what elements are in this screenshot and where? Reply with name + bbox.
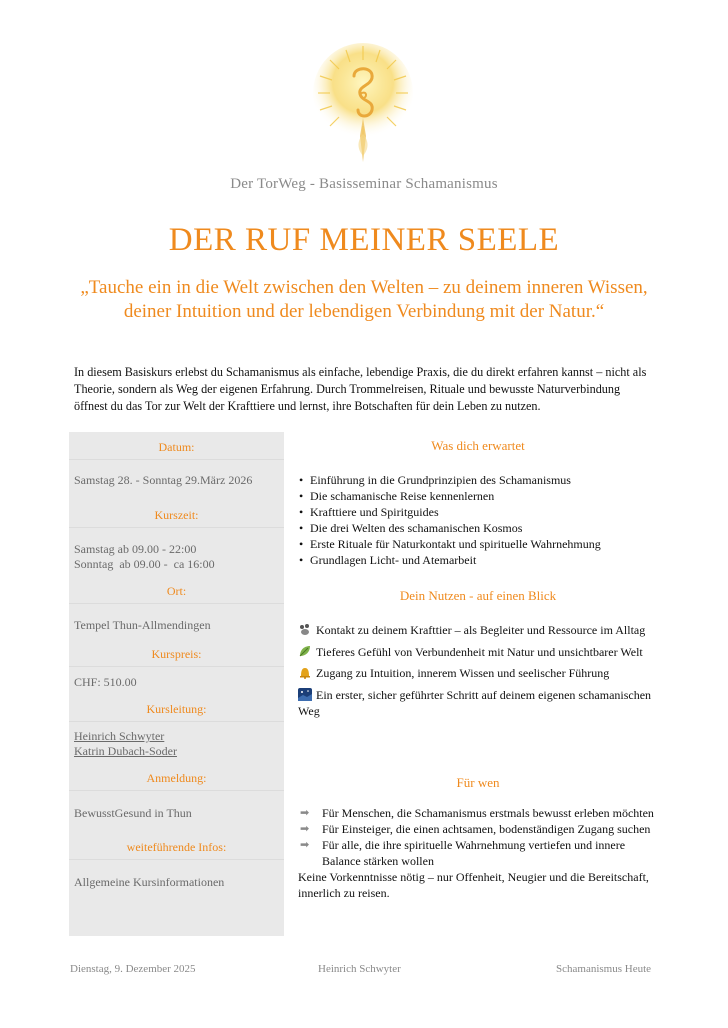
leaf-icon	[298, 645, 312, 658]
arrow-right-icon: ➡	[300, 822, 310, 835]
benefits-list	[298, 622, 658, 725]
divider	[69, 666, 284, 667]
footer-author: Heinrich Schwyter	[318, 963, 401, 975]
bullet-icon: •	[299, 505, 304, 519]
kurspreis-value: CHF: 510.00	[74, 675, 137, 689]
leader-link-katrin[interactable]: Katrin Dubach-Soder	[74, 744, 177, 758]
kursleitung-value	[74, 729, 282, 759]
kurszeit-line-2: Sonntag ab 09.00 - ca 16:00	[74, 557, 215, 571]
benefits-heading: Dein Nutzen - auf einen Blick	[399, 588, 557, 603]
anmeldung-value[interactable]: BewusstGesund in Thun	[74, 806, 192, 820]
list-item: • Grundlagen Licht- und Atemarbeit	[299, 553, 477, 567]
divider	[69, 603, 284, 604]
benefit-item: Tieferes Gefühl von Verbundenheit mit Natur und unsichtbarer Welt	[298, 644, 658, 661]
expect-heading: Was dich erwartet	[431, 438, 525, 453]
night-sky-icon	[298, 688, 312, 701]
list-item: • Die drei Welten des schamanischen Kosmos	[299, 521, 523, 535]
bullet-icon: •	[299, 473, 304, 487]
benefit-item: Kontakt zu deinem Krafttier – als Begleiter und Ressource im Alltag	[298, 622, 658, 639]
kurszeit-label: Kurszeit:	[154, 508, 199, 522]
datum-value: Samstag 28. - Sonntag 29.März 2026	[74, 473, 253, 487]
divider	[69, 721, 284, 722]
infos-label: weiteführende Infos:	[126, 840, 227, 854]
audience-note: Keine Vorkenntnisse nötig – nur Offenheit, Neugier und die Bereitschaft, innerlich zu reisen.	[298, 870, 649, 900]
ort-label: Ort:	[166, 584, 187, 598]
footer-site: Schamanismus Heute	[556, 963, 652, 975]
page-title: DER RUF MEINER SEELE	[168, 222, 560, 258]
expect-list-wrap	[298, 472, 658, 568]
anmeldung-label: Anmeldung:	[146, 771, 207, 785]
list-item: • Krafttiere und Spiritguides	[299, 505, 439, 519]
bullet-icon: •	[299, 537, 304, 551]
info-sidebar	[69, 432, 284, 936]
list-item: • Die schamanische Reise kennenlernen	[299, 489, 495, 503]
ort-value: Tempel Thun-Allmendingen	[74, 618, 211, 632]
benefit-item: Zugang zu Intuition, innerem Wissen und seelischer Führung	[298, 665, 658, 682]
datum-label: Datum:	[158, 440, 195, 454]
arrow-right-icon: ➡	[300, 806, 310, 819]
list-item: • Einführung in die Grundprinzipien des Schamanismus	[299, 473, 571, 487]
list-item: ➡ Für Menschen, die Schamanismus erstmals bewusst erleben möchten	[300, 806, 654, 820]
audience-wrap	[298, 805, 658, 901]
footer-date: Dienstag, 9. Dezember 2025	[70, 963, 196, 975]
kurszeit-line-1: Samstag ab 09.00 - 22:00	[74, 542, 197, 556]
leader-link-heinrich[interactable]: Heinrich Schwyter	[74, 729, 165, 743]
benefit-item: Ein erster, sicher geführter Schritt auf deinem eigenen schamanischen Weg	[298, 687, 652, 718]
subtitle: Der TorWeg - Basisseminar Schamanismus	[230, 176, 498, 192]
divider	[69, 859, 284, 860]
bullet-icon: •	[299, 521, 304, 535]
divider	[69, 790, 284, 791]
arrow-right-icon: ➡	[300, 838, 310, 851]
list-item: • Erste Rituale für Naturkontakt und spirituelle Wahrnehmung	[299, 537, 601, 551]
intro-quote: „Tauche ein in die Welt zwischen den Welten – zu deinem inneren Wissen, deiner Intuition und der lebendigen Verbindung mit der Natur.“	[80, 277, 648, 322]
infos-value[interactable]: Allgemeine Kursinformationen	[74, 875, 225, 889]
intro-paragraph: In diesem Basiskurs erlebst du Schamanismus als einfache, lebendige Praxis, die du direkt erfahren kannst – nicht als Theorie, sondern als Weg der eigenen Erfahrung. Durch Trommelreisen, Rituale und bewusste Naturverbindung öffnest du das Tor zur Welt der Krafttiere und lernst, ihre Botschaften für dein Leben zu nutzen.	[74, 365, 647, 413]
paw-icon	[298, 623, 312, 636]
kurspreis-label: Kurspreis:	[151, 647, 202, 661]
audience-list	[298, 805, 658, 869]
list-item: ➡ Für Einsteiger, die einen achtsamen, bodenständigen Zugang suchen	[300, 822, 651, 836]
audience-heading: Für wen	[456, 775, 500, 790]
divider	[69, 527, 284, 528]
expect-list	[298, 472, 658, 568]
list-item: ➡ Für alle, die ihre spirituelle Wahrnehmung vertiefen und innere Balance stärken wollen	[300, 838, 626, 868]
divider	[69, 459, 284, 460]
bullet-icon: •	[299, 553, 304, 567]
bullet-icon: •	[299, 489, 304, 503]
torweg-logo	[308, 38, 418, 168]
kursleitung-label: Kursleitung:	[146, 702, 207, 716]
kurszeit-value	[74, 542, 282, 572]
bell-icon	[298, 666, 312, 679]
